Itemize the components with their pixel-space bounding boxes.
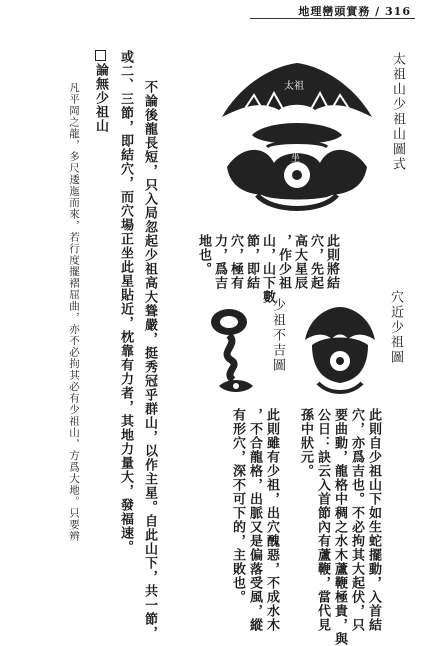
inauspicious-ancestor-illustration xyxy=(205,300,265,395)
main-text-col-1: 不論後龍長短，只入局忽起少祖高大聳嚴，挺秀冠乎群山，以作主星。自此山下，共一節， xyxy=(142,80,157,640)
figure1-title: 太祖山少祖山圖式 xyxy=(390,52,405,172)
label-top: 太祖 xyxy=(284,81,304,92)
label-bottom: 坐 xyxy=(291,154,301,164)
figure1-caption-7: 穴，極有 xyxy=(228,234,243,290)
figure1-caption-1: 此則將結 xyxy=(324,234,339,290)
figure1-caption-6: 節，即結 xyxy=(244,234,259,290)
figure2-caption-2: 穴，亦爲吉也。不必拘其大起伏，只 xyxy=(349,408,364,632)
figure3-caption-1: 此則雖有少祖，出穴醜惡，不成水木 xyxy=(264,408,279,632)
book-title: 地理巒頭實務 xyxy=(298,5,371,18)
figure2-caption-5: 孫中狀元。 xyxy=(298,408,313,478)
figure3-title: 少祖不吉圖 xyxy=(270,298,285,373)
figure2-title: 穴近少祖圖 xyxy=(388,290,403,365)
small-text-col-1: 凡平岡之龍，多尺逶迤而來，若行度擺褶屈曲，亦不必拘其必有少祖山，方爲大地。只要辨 xyxy=(68,82,80,542)
ancestral-mountain-illustration xyxy=(212,55,382,230)
section-heading: 論無少祖山 xyxy=(91,50,110,133)
figure1-caption-5: 山，山下數 xyxy=(260,234,275,304)
figure1-caption-4: ，作少祖 xyxy=(276,234,291,290)
figure1-caption-9: 地也。 xyxy=(196,234,211,276)
heading-box-icon xyxy=(95,50,106,61)
figure1-caption-3: 高大星辰 xyxy=(292,234,307,290)
header-rule xyxy=(250,18,415,19)
figure3-caption-3: 有形穴，深不可下的，主敗也。 xyxy=(230,408,245,604)
figure2-caption-3: 要曲動，龍格中稠之水木蘆鞭極貴，與 xyxy=(332,408,347,646)
figure3-caption-2: ，不合龍格，出脈又是偏落受風，縱 xyxy=(247,408,262,632)
near-ancestor-mountain-illustration xyxy=(300,305,380,400)
figure1-caption-2: 穴，先起 xyxy=(308,234,323,290)
figure2-caption-4: 公日：訣云入首節內有蘆鞭，當代見 xyxy=(315,408,330,632)
page-header: 地理巒頭實務 / 316 xyxy=(298,5,411,18)
figure1-caption-8: 力，爲吉 xyxy=(212,234,227,290)
page-number: 316 xyxy=(385,5,411,18)
figure2-caption-1: 此則自少祖山下如生蛇擺動，入首結 xyxy=(366,408,381,632)
main-text-col-2: 或二、三節，即結穴，而穴場正坐此星貼近，枕靠有力者，其地力量大，發福速。 xyxy=(118,50,133,554)
